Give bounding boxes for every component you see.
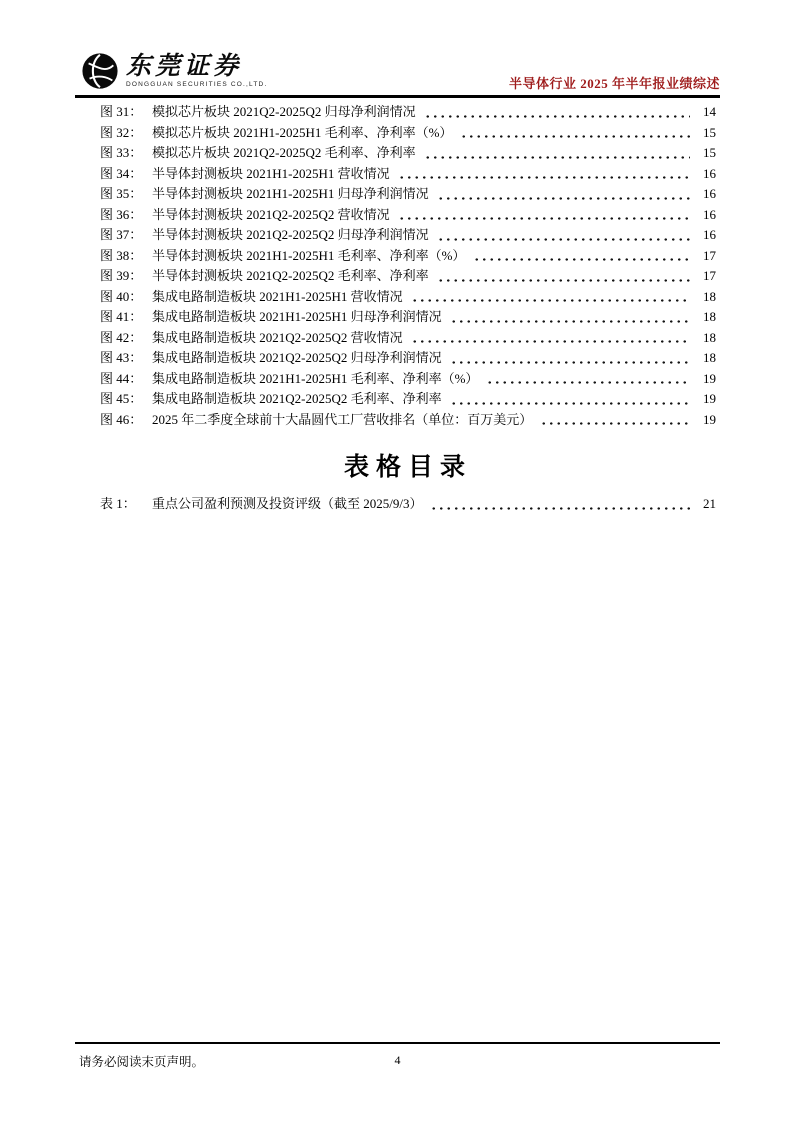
figure-toc-entry[interactable] bbox=[100, 266, 716, 287]
toc-entry-page: 15 bbox=[703, 145, 716, 160]
toc-entry-label: 图 32： bbox=[100, 124, 143, 140]
toc-entry-title: 集成电路制造板块 2021Q2-2025Q2 营收情况 bbox=[152, 329, 403, 345]
toc-entry-label: 图 45： bbox=[100, 391, 143, 406]
dot-leader bbox=[430, 506, 690, 511]
dot-leader bbox=[411, 339, 690, 344]
table-directory-section bbox=[100, 447, 716, 515]
toc-entry-label: 图 36： bbox=[100, 206, 143, 222]
figure-list bbox=[100, 102, 716, 430]
toc-entry-label: 图 39： bbox=[100, 268, 143, 283]
toc-entry-title: 集成电路制造板块 2021H1-2025H1 毛利率、净利率（%） bbox=[152, 370, 479, 386]
dot-leader bbox=[460, 134, 690, 139]
report-header bbox=[75, 50, 720, 98]
toc-entry-page: 21 bbox=[703, 496, 716, 511]
toc-entry-page: 19 bbox=[703, 370, 716, 386]
figure-toc-entry[interactable] bbox=[100, 164, 716, 185]
toc-entry-label: 图 44： bbox=[100, 370, 143, 386]
dot-leader bbox=[424, 114, 690, 119]
dot-leader bbox=[450, 360, 690, 365]
company-name: 东莞证券 bbox=[126, 53, 243, 80]
figure-toc-entry[interactable] bbox=[100, 143, 716, 164]
toc-entry-page: 16 bbox=[703, 227, 716, 242]
dot-leader bbox=[450, 319, 690, 324]
toc-entry-label: 图 38： bbox=[100, 247, 143, 263]
page-footer bbox=[75, 1042, 720, 1069]
toc-entry-page: 19 bbox=[703, 391, 716, 406]
dot-leader bbox=[437, 237, 690, 242]
toc-entry-title: 半导体封测板块 2021H1-2025H1 归母净利润情况 bbox=[152, 186, 429, 201]
toc-entry-title: 2025 年二季度全球前十大晶圆代工厂营收排名（单位：百万美元） bbox=[152, 411, 533, 427]
table-list bbox=[100, 494, 716, 515]
toc-entry-title: 集成电路制造板块 2021Q2-2025Q2 归母净利润情况 bbox=[152, 350, 442, 365]
toc-entry-label: 图 46： bbox=[100, 411, 143, 427]
dot-leader bbox=[437, 196, 690, 201]
toc-entry-page: 16 bbox=[703, 206, 716, 222]
figure-toc-entry[interactable] bbox=[100, 225, 716, 246]
toc-entry-page: 16 bbox=[703, 165, 716, 181]
toc-entry-page: 17 bbox=[703, 247, 716, 263]
toc-entry-page: 16 bbox=[703, 186, 716, 201]
footer-page-number: 4 bbox=[394, 1053, 401, 1067]
toc-entry-label: 图 31： bbox=[100, 104, 143, 119]
toc-entry-title: 重点公司盈利预测及投资评级（截至 2025/9/3） bbox=[152, 496, 423, 511]
figure-toc-entry[interactable] bbox=[100, 389, 716, 410]
toc-entry-label: 图 41： bbox=[100, 309, 143, 324]
figure-toc-entry[interactable] bbox=[100, 348, 716, 369]
figure-toc-entry[interactable] bbox=[100, 287, 716, 308]
toc-entry-page: 17 bbox=[703, 268, 716, 283]
toc-entry-label: 图 35： bbox=[100, 186, 143, 201]
toc-entry-title: 模拟芯片板块 2021H1-2025H1 毛利率、净利率（%） bbox=[152, 124, 453, 140]
toc-entry-title: 集成电路制造板块 2021H1-2025H1 营收情况 bbox=[152, 288, 403, 304]
toc-entry-page: 18 bbox=[703, 329, 716, 345]
toc-entry-label: 图 34： bbox=[100, 165, 143, 181]
toc-entry-page: 18 bbox=[703, 350, 716, 365]
toc-entry-page: 18 bbox=[703, 309, 716, 324]
footer-disclaimer: 请务必阅读末页声明。 bbox=[79, 1055, 205, 1069]
report-title: 半导体行业 2025 年半年报业绩综述 bbox=[508, 76, 720, 91]
figure-toc-entry[interactable] bbox=[100, 369, 716, 390]
dongguan-securities-emblem-icon bbox=[81, 52, 119, 90]
toc-entry-title: 半导体封测板块 2021Q2-2025Q2 归母净利润情况 bbox=[152, 227, 429, 242]
dot-leader bbox=[437, 278, 690, 283]
figure-toc-entry[interactable] bbox=[100, 410, 716, 431]
dot-leader bbox=[411, 298, 690, 303]
toc-entry-title: 集成电路制造板块 2021Q2-2025Q2 毛利率、净利率 bbox=[152, 391, 442, 406]
dot-leader bbox=[540, 421, 690, 426]
figure-toc-entry[interactable] bbox=[100, 205, 716, 226]
toc-entry-title: 半导体封测板块 2021Q2-2025Q2 毛利率、净利率 bbox=[152, 268, 429, 283]
dot-leader bbox=[450, 401, 690, 406]
toc-entry-label: 表 1： bbox=[100, 496, 136, 511]
toc-entry-page: 18 bbox=[703, 288, 716, 304]
dot-leader bbox=[486, 380, 690, 385]
toc-entry-title: 半导体封测板块 2021Q2-2025Q2 营收情况 bbox=[152, 206, 390, 222]
toc-entry-title: 集成电路制造板块 2021H1-2025H1 归母净利润情况 bbox=[152, 309, 442, 324]
dot-leader bbox=[424, 155, 690, 160]
figure-toc-entry[interactable] bbox=[100, 102, 716, 123]
toc-entry-title: 半导体封测板块 2021H1-2025H1 毛利率、净利率（%） bbox=[152, 247, 466, 263]
figure-toc-entry[interactable] bbox=[100, 328, 716, 349]
dot-leader bbox=[398, 216, 690, 221]
figure-toc-entry[interactable] bbox=[100, 123, 716, 144]
toc-entry-label: 图 37： bbox=[100, 227, 143, 242]
toc-entry-label: 图 33： bbox=[100, 145, 143, 160]
toc-entry-title: 模拟芯片板块 2021Q2-2025Q2 毛利率、净利率 bbox=[152, 145, 416, 160]
toc-entry-title: 半导体封测板块 2021H1-2025H1 营收情况 bbox=[152, 165, 390, 181]
figure-toc-entry[interactable] bbox=[100, 246, 716, 267]
toc-entry-page: 19 bbox=[703, 411, 716, 427]
figure-toc-entry[interactable] bbox=[100, 307, 716, 328]
company-logo bbox=[81, 52, 267, 90]
company-name-english: DONGGUAN SECURITIES CO.,LTD. bbox=[126, 81, 268, 88]
toc-entry-page: 15 bbox=[703, 124, 716, 140]
dot-leader bbox=[473, 257, 690, 262]
figure-toc-entry[interactable] bbox=[100, 184, 716, 205]
table-toc-entry[interactable] bbox=[100, 494, 716, 515]
toc-entry-title: 模拟芯片板块 2021Q2-2025Q2 归母净利润情况 bbox=[152, 104, 416, 119]
toc-entry-label: 图 42： bbox=[100, 329, 143, 345]
toc-entry-label: 图 40： bbox=[100, 288, 143, 304]
toc-entry-label: 图 43： bbox=[100, 350, 143, 365]
dot-leader bbox=[398, 175, 690, 180]
table-directory-heading: 表格目录 bbox=[343, 454, 472, 481]
toc-entry-page: 14 bbox=[703, 104, 716, 119]
